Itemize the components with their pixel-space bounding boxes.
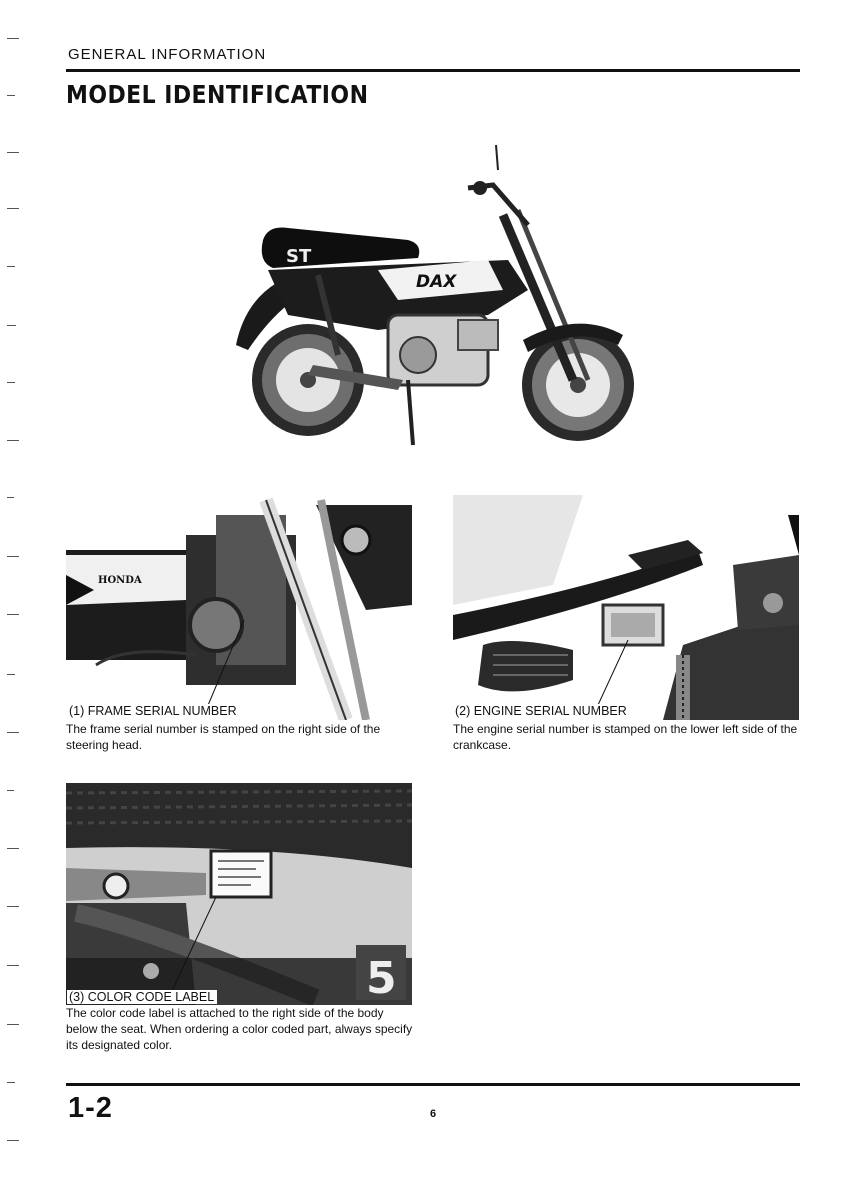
frame-serial-callout: (1) FRAME SERIAL NUMBER (67, 704, 240, 718)
page-title: MODEL IDENTIFICATION (66, 80, 369, 109)
binder-margin (0, 0, 26, 1200)
frame-serial-photo (66, 495, 412, 720)
motorcycle-photo (228, 140, 648, 455)
sheet-number: 6 (430, 1108, 437, 1120)
section-title: GENERAL INFORMATION (68, 46, 267, 63)
engine-serial-caption: The engine serial number is stamped on the lower left side of the crankcase. (453, 722, 798, 752)
color-code-photo (66, 783, 412, 1005)
tank-badge: DAX (416, 272, 457, 292)
footer-rule (66, 1083, 800, 1086)
seat-badge: ST (286, 246, 312, 267)
color-code-callout: (3) COLOR CODE LABEL (67, 990, 217, 1004)
engine-serial-photo (453, 495, 799, 720)
color-code-caption: The color code label is attached to the right side of the body below the seat. When ordering a color coded part, always specify its designated color. (66, 1006, 413, 1052)
brand-logo: HONDA (98, 575, 142, 586)
header-rule (66, 69, 800, 72)
frame-serial-caption: The frame serial number is stamped on the right side of the steering head. (66, 722, 381, 752)
page-number: 1-2 (68, 1092, 113, 1124)
engine-serial-callout: (2) ENGINE SERIAL NUMBER (453, 704, 630, 718)
frame-stamp: 5 (366, 953, 397, 1004)
